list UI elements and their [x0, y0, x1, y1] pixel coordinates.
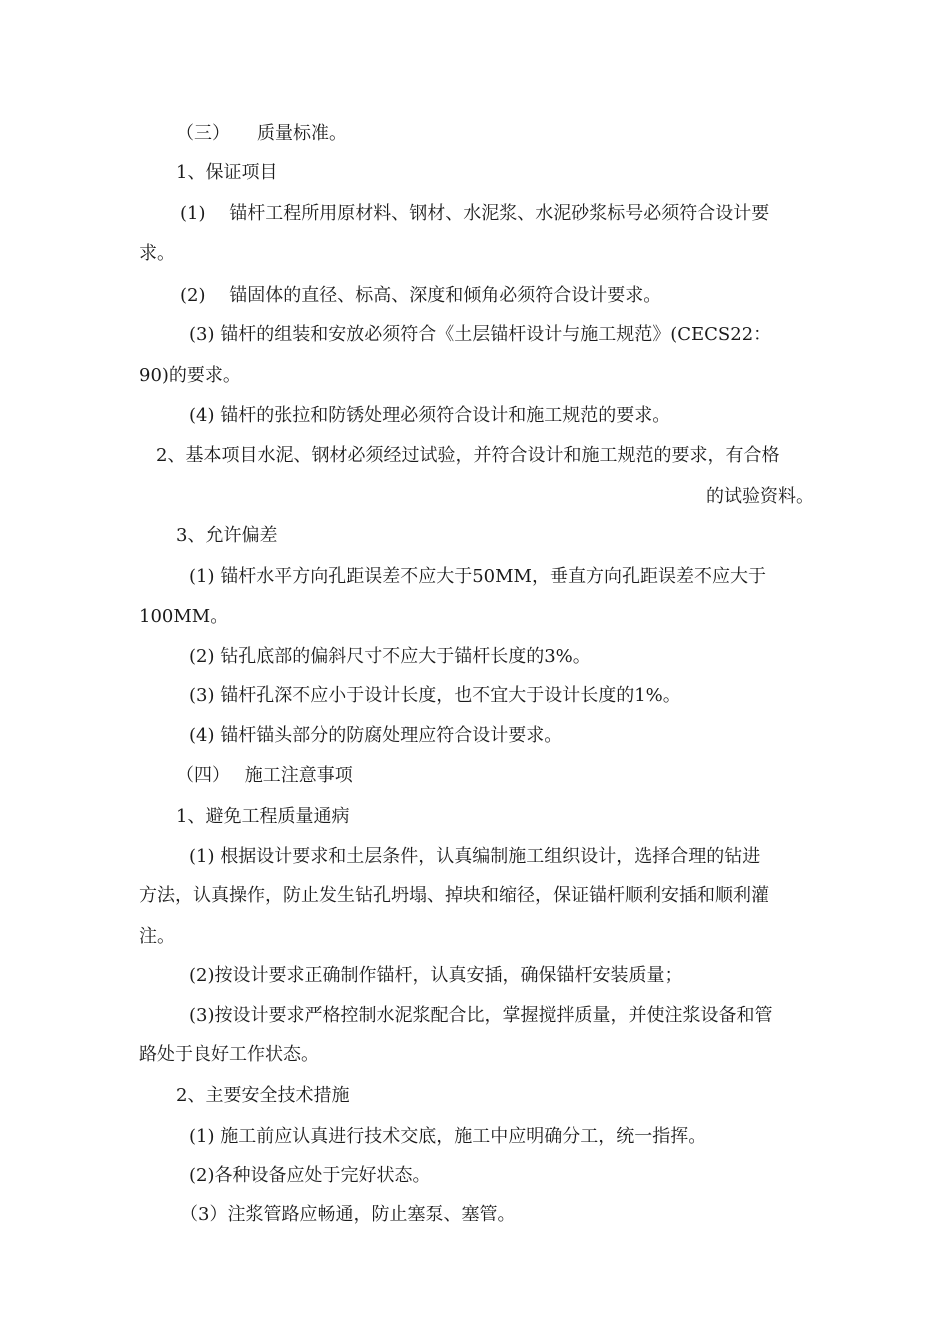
paragraph-guarantee-1: (1) 锚杆工程所用原材料、钢材、水泥浆、水泥砂浆标号必须符合设计要 — [180, 203, 770, 224]
paragraph-defects-1-cont2: 注。 — [139, 926, 175, 947]
paragraph-guarantee-1-cont: 求。 — [139, 243, 175, 264]
paragraph-defects-3-cont: 路处于良好工作状态。 — [139, 1044, 319, 1065]
paragraph-defects-2: (2)按设计要求正确制作锚杆，认真安插，确保锚杆安装质量； — [189, 965, 683, 986]
paragraph-guarantee-2: (2) 锚固体的直径、标高、深度和倾角必须符合设计要求。 — [180, 285, 662, 306]
heading-guarantee-items: 1、保证项目 — [176, 162, 278, 183]
section-heading-quality-standard: （三） 质量标准。 — [176, 123, 347, 144]
paragraph-guarantee-4: (4) 锚杆的张拉和防锈处理必须符合设计和施工规范的要求。 — [189, 405, 671, 426]
paragraph-safety-3: （3）注浆管路应畅通，防止塞泵、塞管。 — [180, 1204, 516, 1225]
paragraph-deviation-3: (3) 锚杆孔深不应小于设计长度，也不宜大于设计长度的1%。 — [189, 685, 681, 706]
paragraph-safety-2: (2)各种设备应处于完好状态。 — [189, 1165, 431, 1186]
paragraph-deviation-1: (1) 锚杆水平方向孔距误差不应大于50MM，垂直方向孔距误差不应大于 — [189, 566, 766, 587]
paragraph-guarantee-3-cont: 90)的要求。 — [139, 365, 241, 386]
paragraph-deviation-2: (2) 钻孔底部的偏斜尺寸不应大于锚杆长度的3%。 — [189, 646, 591, 667]
section-heading-construction-notes: （四） 施工注意事项 — [176, 765, 353, 786]
paragraph-deviation-1-cont: 100MM。 — [139, 606, 229, 627]
paragraph-defects-1-cont: 方法，认真操作，防止发生钻孔坍塌、掉块和缩径，保证锚杆顺利安插和顺利灌 — [139, 885, 769, 906]
paragraph-basic-items: 2、基本项目水泥、钢材必须经过试验，并符合设计和施工规范的要求，有合格 — [156, 445, 780, 466]
paragraph-deviation-4: (4) 锚杆锚头部分的防腐处理应符合设计要求。 — [189, 725, 563, 746]
heading-avoid-quality-defects: 1、避免工程质量通病 — [176, 806, 350, 827]
paragraph-guarantee-3: (3) 锚杆的组装和安放必须符合《土层锚杆设计与施工规范》(CECS22： — [189, 324, 772, 345]
heading-safety-measures: 2、主要安全技术措施 — [176, 1085, 350, 1106]
paragraph-defects-1: (1) 根据设计要求和土层条件，认真编制施工组织设计，选择合理的钻进 — [189, 846, 761, 867]
heading-allowed-deviation: 3、允许偏差 — [176, 525, 278, 546]
paragraph-safety-1: (1) 施工前应认真进行技术交底，施工中应明确分工，统一指挥。 — [189, 1126, 707, 1147]
paragraph-basic-items-cont: 的试验资料。 — [706, 486, 814, 507]
paragraph-defects-3: (3)按设计要求严格控制水泥浆配合比，掌握搅拌质量，并使注浆设备和管 — [189, 1005, 773, 1026]
